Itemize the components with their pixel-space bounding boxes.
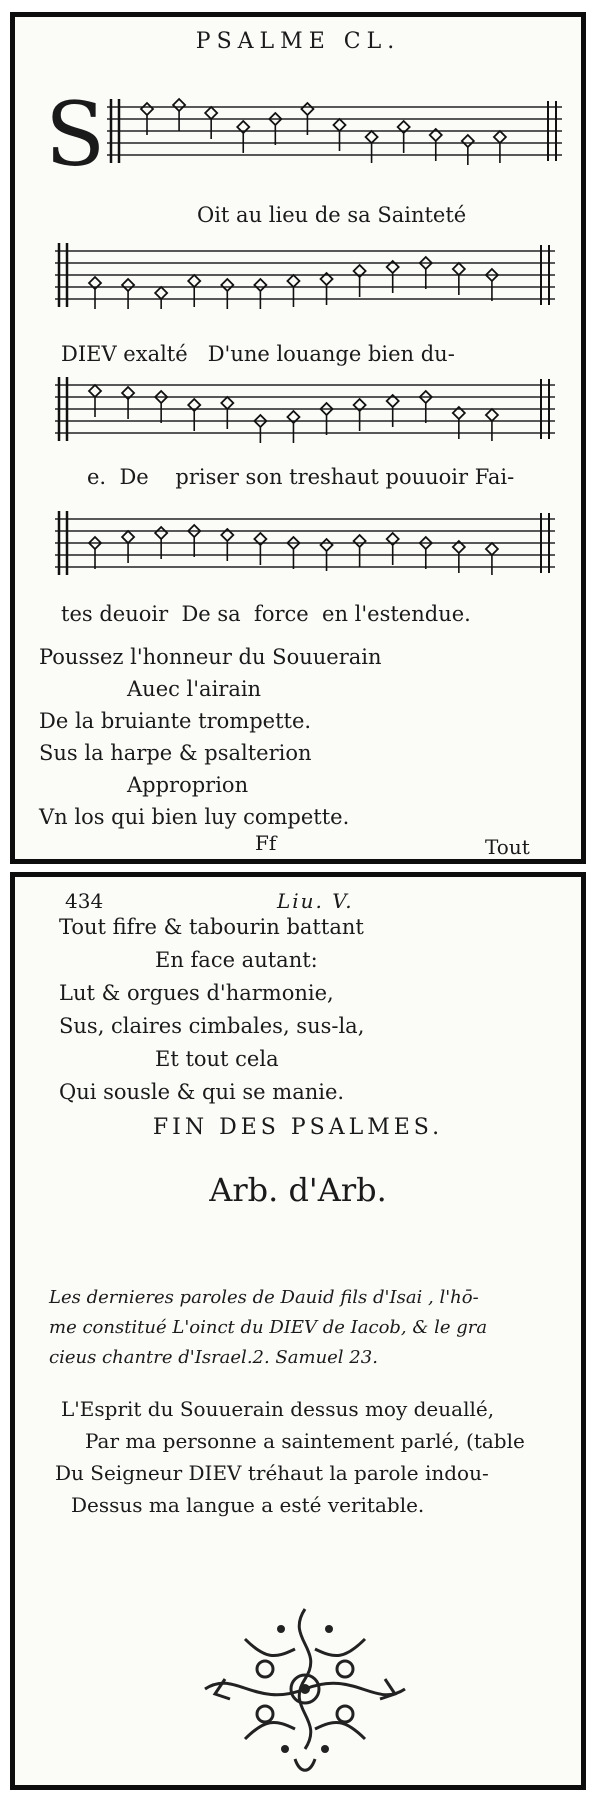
music-note <box>221 397 233 409</box>
music-note <box>221 279 233 291</box>
music-note <box>321 539 333 551</box>
music-note <box>486 409 498 421</box>
stanza-line: L'Esprit du Souuerain dessus moy deuallé, <box>61 1397 495 1421</box>
verse-line: En face autant: <box>155 948 318 972</box>
verse-line: Et tout cela <box>155 1047 279 1071</box>
stanza-line: Du Seigneur DIEV tréhaut la parole indou- <box>55 1461 489 1485</box>
music-note <box>188 275 200 287</box>
music-note <box>354 535 366 547</box>
verse-line: Approprion <box>127 773 249 797</box>
music-note <box>205 107 217 119</box>
verse-line: Sus la harpe & psalterion <box>39 741 312 765</box>
verse-line: Auec l'airain <box>127 677 262 701</box>
music-note <box>453 263 465 275</box>
italic-heading-line: me constitué L'oinct du DIEV de Iacob, & le gra <box>49 1317 488 1338</box>
motto: Arb. d'Arb. <box>209 1171 387 1209</box>
verse-line: Tout fifre & tabourin battant <box>59 915 364 939</box>
verse-line: Poussez l'honneur du Souuerain <box>39 645 382 669</box>
printers-ornament <box>185 1599 425 1784</box>
music-note <box>366 131 378 143</box>
page-434 <box>10 872 586 1790</box>
music-note <box>89 385 101 397</box>
stanza-line: Par ma personne a saintement parlé, (table <box>85 1429 525 1453</box>
running-head: Liu. V. <box>277 889 354 913</box>
verse-line: Vn los qui bien luy compette. <box>39 805 350 829</box>
drop-cap: S <box>45 83 106 186</box>
music-note <box>486 543 498 555</box>
music-note <box>462 135 474 147</box>
stanza-line: Dessus ma langue a esté veritable. <box>71 1493 425 1517</box>
page-number: 434 <box>65 889 104 913</box>
music-note <box>155 287 167 299</box>
fin-heading: FIN DES PSALMES. <box>152 1115 444 1140</box>
music-note <box>334 119 346 131</box>
music-staff-4 <box>55 509 555 579</box>
verse-line: De la bruiante trompette. <box>39 709 312 733</box>
music-staff-1 <box>107 97 562 167</box>
music-note <box>494 131 506 143</box>
verse-line: Qui sousle & qui se manie. <box>59 1080 345 1104</box>
lyric-line-2: DIEV exalté D'une louange bien du- <box>61 342 455 366</box>
music-note <box>155 527 167 539</box>
italic-heading-line: Les dernieres paroles de Dauid fils d'Isai , l'hō- <box>49 1287 479 1308</box>
signature-mark: Ff <box>255 831 277 855</box>
lyric-line-1: Oit au lieu de sa Sainteté <box>197 203 467 227</box>
verse-line: Sus, claires cimbales, sus-la, <box>59 1014 365 1038</box>
lyric-line-4: tes deuoir De sa force en l'estendue. <box>61 602 471 626</box>
music-staff-2 <box>55 241 555 311</box>
catchword: Tout <box>485 835 530 859</box>
music-note <box>254 279 266 291</box>
music-note <box>301 103 313 115</box>
lyric-line-3: e. De priser son treshaut pouuoir Fai- <box>87 465 515 489</box>
music-staff-3 <box>55 375 555 445</box>
italic-heading-line: cieus chantre d'Israel.2. Samuel 23. <box>49 1347 378 1368</box>
music-note <box>287 275 299 287</box>
music-note <box>141 103 153 115</box>
music-note <box>122 279 134 291</box>
music-note <box>173 99 185 111</box>
verse-line: Lut & orgues d'harmonie, <box>59 981 334 1005</box>
page-psalm-150 <box>10 12 586 864</box>
psalm-title: PSALME CL. <box>195 29 401 54</box>
music-note <box>122 531 134 543</box>
